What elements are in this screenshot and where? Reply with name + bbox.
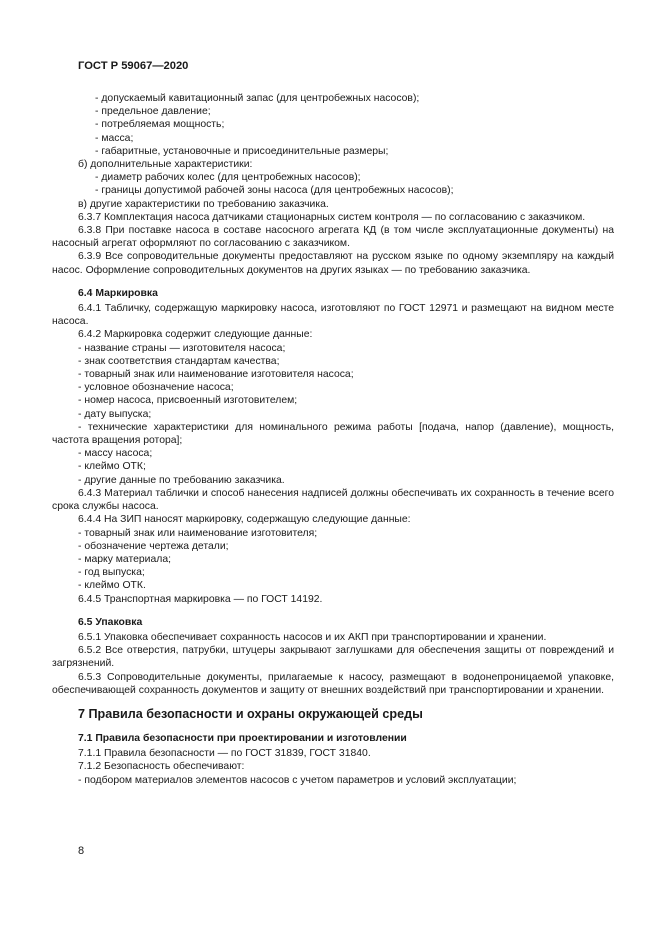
text-line: - марку материала;	[78, 553, 171, 565]
text-line: 6.5.3 Сопроводительные документы, прилагаемые к насосу, размещают в водонепроницаемой упаковке, обеспечивающей сохранность документов и защиту от внешних воздействий при транспортировании и хранении.	[52, 671, 614, 696]
text-line: - условное обозначение насоса;	[78, 382, 234, 394]
text-line: - диаметр рабочих колес (для центробежных насосов);	[95, 172, 361, 184]
text-line: - номер насоса, присвоенный изготовителем;	[78, 395, 298, 407]
text-line: 6.3.7 Комплектация насоса датчиками стационарных систем контроля — по согласованию с заказчиком.	[78, 211, 586, 223]
text-line: - дату выпуска;	[78, 408, 152, 420]
text-line: 6.3.9 Все сопроводительные документы предоставляют на русском языке по одному экземпляру на каждый насос. Оформление сопроводительных документов на других языках — по требованию заказчика.	[52, 251, 614, 276]
page-number: 8	[78, 845, 85, 857]
text-line: - клеймо ОТК.	[78, 580, 146, 592]
text-line: - габаритные, установочные и присоединительные размеры;	[95, 145, 389, 157]
text-line: 6.4.4 На ЗИП наносят маркировку, содержащую следующие данные:	[78, 514, 411, 526]
text-line: в) другие характеристики по требованию заказчика.	[78, 198, 329, 210]
text-line: - допускаемый кавитационный запас (для центробежных насосов);	[95, 93, 420, 104]
section-heading: 7 Правила безопасности и охраны окружающей среды	[78, 706, 423, 721]
text-line: - знак соответствия стандартам качества;	[78, 355, 280, 367]
text-line: б) дополнительные характеристики:	[78, 159, 253, 171]
document-header: ГОСТ Р 59067—2020	[78, 60, 189, 72]
text-line: - товарный знак или наименование изготовителя насоса;	[78, 369, 354, 381]
text-line: - товарный знак или наименование изготовителя;	[78, 527, 318, 539]
text-line: 6.5.2 Все отверстия, патрубки, штуцеры закрывают заглушками для обеспечения защиты от повреждений и загрязнений.	[52, 645, 614, 670]
text-line: - другие данные по требованию заказчика.	[78, 474, 285, 486]
section-heading: 6.4 Маркировка	[78, 287, 158, 299]
text-line: - потребляемая мощность;	[95, 119, 225, 131]
text-line: - масса;	[95, 132, 134, 144]
text-line: - название страны — изготовителя насоса;	[78, 342, 286, 354]
text-line: - технические характеристики для номинального режима работы [подача, напор (давление), мощность, частота вращения ротора];	[52, 421, 614, 447]
text-line: - клеймо ОТК;	[78, 461, 146, 473]
text-line: - предельное давление;	[95, 106, 211, 118]
text-line: 6.5.1 Упаковка обеспечивает сохранность насосов и их АКП при транспортировании и хранении.	[78, 631, 547, 643]
text-line: 6.3.8 При поставке насоса в составе насосного агрегата КД (в том числе эксплуатационные документы) на насосный агрегат оформляют по согласованию с заказчиком.	[52, 225, 614, 250]
text-line: 6.4.3 Материал таблички и способ нанесения надписей должны обеспечивать их сохранность в течение всего срока службы насоса.	[52, 487, 614, 513]
text-line: 6.4.2 Маркировка содержит следующие данные:	[78, 329, 313, 341]
text-line: - обозначение чертежа детали;	[78, 540, 229, 552]
text-line: 7.1.1 Правила безопасности — по ГОСТ 31839, ГОСТ 31840.	[78, 748, 371, 760]
section-heading: 6.5 Упаковка	[78, 616, 143, 628]
text-line: - массу насоса;	[78, 448, 153, 460]
text-line: 6.4.1 Табличку, содержащую маркировку насоса, изготовляют по ГОСТ 12971 и размещают на видном месте насоса.	[52, 303, 614, 328]
text-line: 7.1.2 Безопасность обеспечивают:	[78, 761, 245, 773]
document-body	[52, 92, 614, 787]
text-line: - год выпуска;	[78, 567, 145, 579]
text-line: 6.4.5 Транспортная маркировка — по ГОСТ 14192.	[78, 593, 323, 605]
text-line: - подбором материалов элементов насосов с учетом параметров и условий эксплуатации;	[78, 774, 517, 786]
section-heading: 7.1 Правила безопасности при проектировании и изготовлении	[78, 732, 407, 744]
text-line: - границы допустимой рабочей зоны насоса (для центробежных насосов);	[95, 185, 454, 197]
